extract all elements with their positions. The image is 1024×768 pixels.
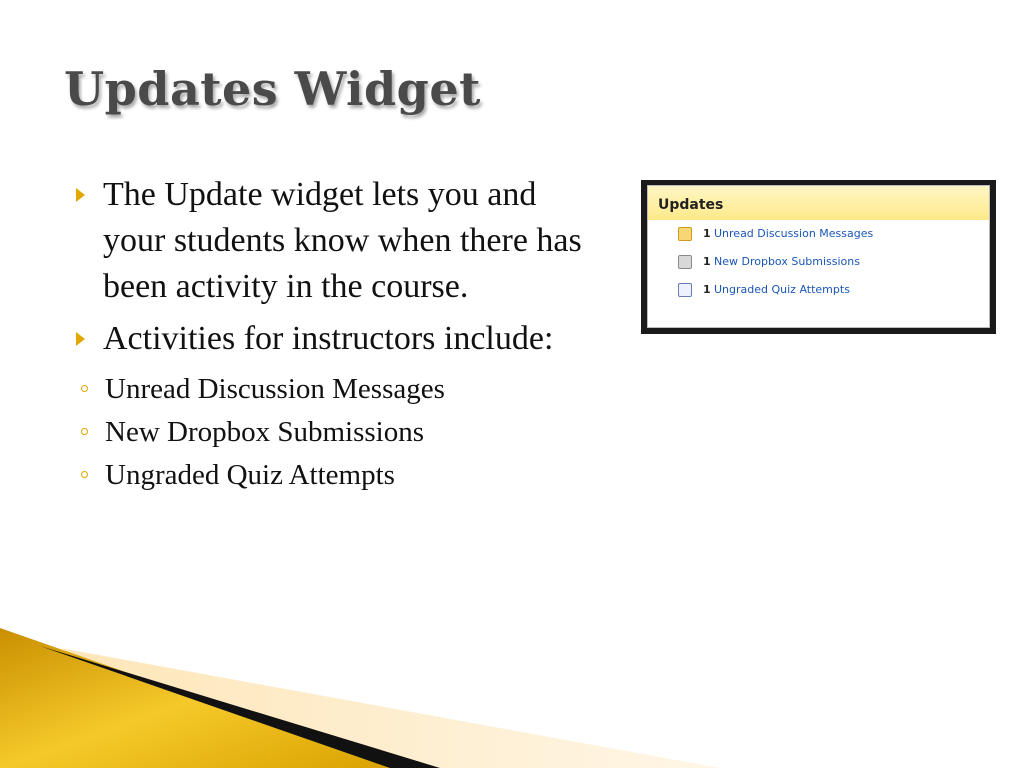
sub-bullet-text: Ungraded Quiz Attempts: [105, 459, 395, 491]
ring-bullet-icon: [81, 385, 88, 392]
decorative-swoosh: [0, 628, 1024, 768]
sub-bullet-text: New Dropbox Submissions: [105, 416, 425, 448]
sub-bullet-item: [76, 368, 606, 411]
row-count: 1: [703, 255, 711, 268]
bullet-arrow-icon: [76, 332, 85, 346]
dropbox-icon: [678, 255, 692, 269]
widget-header: Updates: [648, 186, 989, 220]
sub-bullet-text: Unread Discussion Messages: [105, 373, 445, 405]
updates-widget-screenshot: [641, 180, 996, 334]
sub-bullet-item: [76, 411, 606, 454]
ring-bullet-icon: [81, 428, 88, 435]
row-count: 1: [703, 283, 711, 296]
bullet-text: Activities for instructors include:: [103, 320, 554, 357]
widget-row[interactable]: [648, 248, 989, 276]
bullet-arrow-icon: [76, 188, 85, 202]
discussion-icon: [678, 227, 692, 241]
ring-bullet-icon: [81, 471, 88, 478]
row-count: 1: [703, 227, 711, 240]
sub-bullet-list: [76, 368, 606, 497]
ungraded-quiz-link[interactable]: Ungraded Quiz Attempts: [714, 283, 850, 296]
updates-widget: [647, 185, 990, 328]
quiz-icon: [678, 283, 692, 297]
widget-row[interactable]: [648, 220, 989, 248]
dropbox-submissions-link[interactable]: New Dropbox Submissions: [714, 255, 860, 268]
slide-title: Updates Widget: [64, 62, 481, 116]
bullet-text: The Update widget lets you and your students know when there has been activity in the course.: [103, 176, 582, 305]
bullet-item: [76, 172, 606, 310]
widget-row[interactable]: [648, 276, 989, 304]
unread-discussion-link[interactable]: Unread Discussion Messages: [714, 227, 874, 240]
bullet-list: [76, 172, 606, 497]
sub-bullet-item: [76, 454, 606, 497]
bullet-item: [76, 316, 606, 362]
